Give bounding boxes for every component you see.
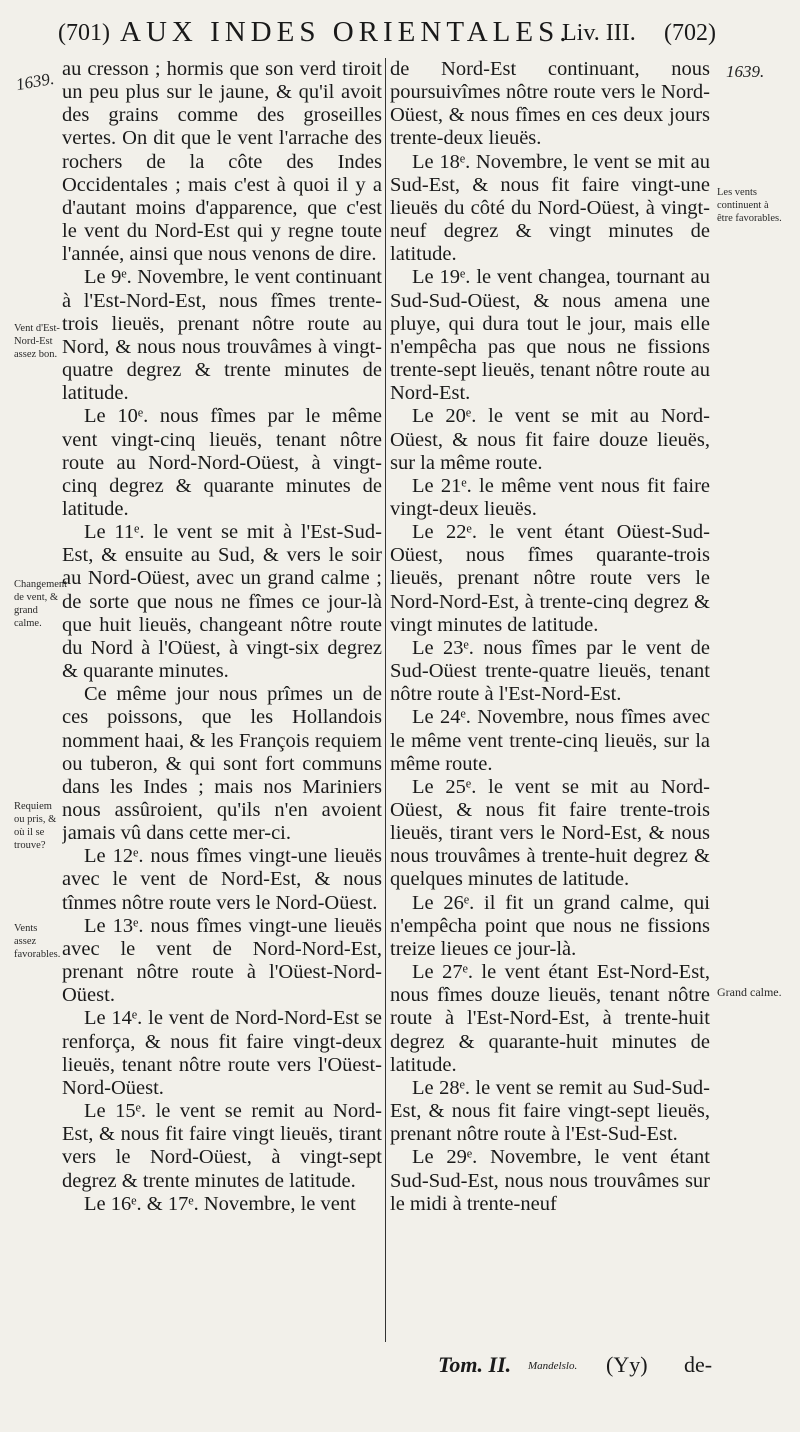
paragraph: Le 12ᵉ. nous fîmes vingt-une lieuës avec le vent de Nord-Est, & nous tînmes nôtre route vers le Nord-Oüest.	[62, 845, 382, 914]
paragraph: Le 10ᵉ. nous fîmes par le même vent vingt-cinq lieuës, tenant nôtre route au Nord-Nord-Oüest, à vingt-cinq degrez & quarante minutes de latitude.	[62, 405, 382, 520]
book-number: Liv. III.	[562, 20, 636, 46]
signature-mark: (Yy)	[606, 1352, 648, 1377]
paragraph: Le 25ᵉ. le vent se mit au Nord-Oüest, & nous fit faire trente-trois lieuës, tirant vers le Nord-Est, & nous nous trouvâmes à trente-huit degrez & quelques minutes de latitude.	[390, 775, 710, 891]
paragraph: Le 23ᵉ. nous fîmes par le vent de Sud-Oüest trente-quatre lieuës, tenant nôtre route à l'Est-Nord-Est.	[390, 636, 710, 706]
paragraph: Le 26ᵉ. il fit un grand calme, qui n'empêcha point que nous ne fissions treize lieues ce jour-là.	[390, 891, 710, 960]
page-number-left: (701)	[58, 20, 110, 46]
tome-label: Tom. II.	[438, 1352, 512, 1377]
margin-note: Vents assez favorables.	[14, 923, 61, 960]
paragraph: Le 11ᵉ. le vent se mit à l'Est-Sud-Est, & ensuite au Sud, & vers le soir au Nord-Oüest, avec un grand calme ; de sorte que nous ne fîmes ce jour-là que huit lieuës, changeant nôtre route du Nord à l'Oüest, à vingt-six degrez & quarante minutes.	[62, 521, 382, 683]
paragraph: Le 18ᵉ. Novembre, le vent se mit au Sud-Est, & nous fit faire vingt-une lieuës du côté du Nord-Oüest, à vingt-neuf degrez & vingt minutes de latitude.	[390, 150, 710, 266]
running-header	[0, 14, 800, 54]
column-divider	[385, 58, 386, 1342]
paragraph: Le 13ᵉ. nous fîmes vingt-une lieuës avec le vent de Nord-Nord-Est, prenant nôtre route à l'Oüest-Nord-Oüest.	[62, 914, 382, 1007]
paragraph: Le 28ᵉ. le vent se remit au Sud-Sud-Est, & nous fit faire vingt-sept lieuës, prenant nôtre route à l'Est-Sud-Est.	[390, 1076, 710, 1146]
paragraph: Le 20ᵉ. le vent se mit au Nord-Oüest, & nous fit faire douze lieuës, sur la même route.	[390, 405, 710, 474]
paragraph: Ce même jour nous prîmes un de ces poissons, que les Hollandois nomment haai, & les François requiem ou tuberon, & qui sont fort communs dans les Indes ; mais nos Mariniers nous assûroient, qu'ils n'en avoient jamais vû dans cette mer-ci.	[62, 683, 382, 845]
paragraph: Le 27ᵉ. le vent étant Est-Nord-Est, nous fîmes douze lieuës, tenant nôtre route à l'Est-Nord-Est, à trente-huit degrez & quarante-huit minutes de latitude.	[390, 961, 710, 1076]
paragraph: Le 16ᵉ. & 17ᵉ. Novembre, le vent	[84, 1192, 356, 1215]
paragraph: au cresson ; hormis que son verd tiroit un peu plus sur le jaune, & qu'il avoit des grains comme des groseilles vertes. On dit que le vent l'arrache des rochers de la côte des Indes Occidentales ; mais c'est à quoi il y a d'autant moins d'apparence, que c'est le vent du Nord-Est qui y regne toute l'année, ainsi que nous venons de dire.	[62, 58, 382, 266]
left-text-column	[62, 58, 382, 1342]
paragraph: Le 29ᵉ. Novembre, le vent étant Sud-Sud-Est, nous nous trouvâmes sur le midi à trente-neuf	[390, 1146, 710, 1215]
running-title: AUX INDES ORIENTALES.	[120, 16, 572, 48]
paragraph: de Nord-Est continuant, nous poursuivîmes nôtre route vers le Nord-Oüest, & nous fîmes en ces deux jours trente-deux lieuës.	[390, 58, 710, 150]
right-text-column	[390, 58, 710, 1342]
paragraph: Le 19ᵉ. le vent changea, tournant au Sud-Sud-Oüest, & nous amena une pluye, qui dura tout le jour, mais elle n'empêcha pas que nous ne fissions trente-sept lieuës, tenant nôtre route au Nord-Est.	[390, 266, 710, 405]
margin-note: Requiem ou pris, & où il se trouve?	[14, 801, 57, 851]
author-signature: Mandelslo.	[528, 1360, 578, 1372]
paragraph: Le 14ᵉ. le vent de Nord-Nord-Est se renforça, & nous fit faire vingt-deux lieuës, tenant nôtre route vers l'Oüest-Nord-Oüest.	[62, 1007, 382, 1099]
page-number-right: (702)	[664, 20, 716, 46]
paragraph: Le 24ᵉ. Novembre, nous fîmes avec le même vent trente-cinq lieuës, sur la même route.	[390, 706, 710, 775]
margin-note: Changement de vent, & grand calme.	[14, 579, 68, 629]
year-marker-right: 1639.	[726, 62, 765, 81]
margin-note: Grand calme.	[717, 985, 782, 999]
margin-note: Les vents continuent à être favorables.	[717, 187, 782, 224]
paragraph: Le 22ᵉ. le vent étant Oüest-Sud-Oüest, nous fîmes quarante-trois lieuës, prenant nôtre route vers le Nord-Nord-Est, à trente-cinq degrez & vingt minutes de latitude.	[390, 521, 710, 636]
margin-note: Vent d'Est-Nord-Est assez bon.	[14, 323, 60, 360]
paragraph: Le 9ᵉ. Novembre, le vent continuant à l'Est-Nord-Est, nous fîmes trente-trois lieuës, prenant nôtre route au Nord, & nous nous trouvâmes à vingt-quatre degrez & trente minutes de latitude.	[62, 266, 382, 405]
page-footer	[0, 1352, 800, 1392]
catchword: de-	[684, 1352, 713, 1377]
paragraph: Le 21ᵉ. le même vent nous fit faire vingt-deux lieuës.	[390, 474, 710, 520]
paragraph: Le 15ᵉ. le vent se remit au Nord-Est, & nous fit faire vingt lieuës, tirant vers le Nord-Oüest, à vingt-sept degrez & trente minutes de latitude.	[62, 1100, 382, 1192]
year-marker-left: 1639.	[14, 68, 56, 95]
